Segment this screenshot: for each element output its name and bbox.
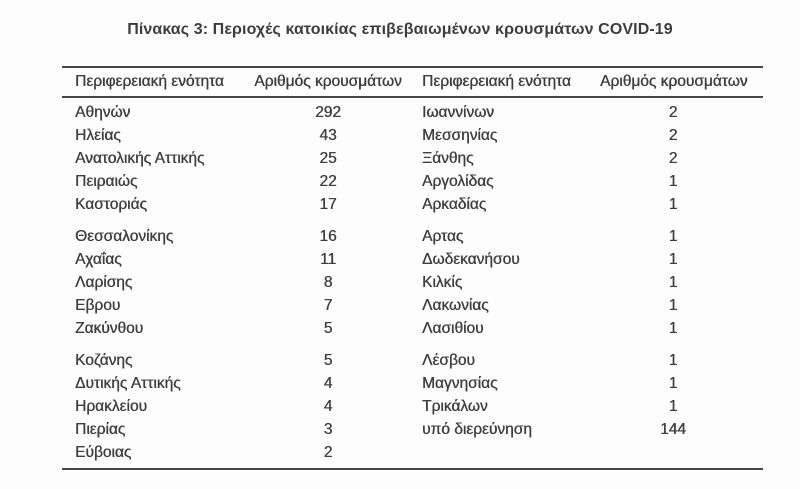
table-row bbox=[62, 294, 763, 317]
region-name-cell: Θεσσαλονίκης bbox=[75, 227, 174, 245]
case-count-cell: 2 bbox=[668, 126, 678, 144]
region-name-cell: Αθηνών bbox=[75, 103, 131, 121]
case-count-cell: 7 bbox=[323, 296, 333, 314]
table-row bbox=[62, 349, 763, 372]
region-name-cell: Δυτικής Αττικής bbox=[75, 374, 181, 392]
region-name-cell: Κοζάνης bbox=[75, 351, 133, 369]
region-name-cell: Λέσβου bbox=[422, 351, 475, 369]
region-name-cell: Πιερίας bbox=[75, 420, 126, 438]
table-row bbox=[62, 441, 763, 464]
region-name-cell: Εύβοιας bbox=[75, 443, 132, 461]
region-name-cell: Καστοριάς bbox=[75, 195, 147, 213]
table-row bbox=[62, 372, 763, 395]
region-name-cell: Κιλκίς bbox=[422, 273, 463, 291]
region-name-cell: Λασιθίου bbox=[422, 319, 484, 337]
case-count-cell: 5 bbox=[323, 319, 333, 337]
case-count-cell: 8 bbox=[323, 273, 333, 291]
case-count-cell: 1 bbox=[668, 319, 678, 337]
region-name-cell: Ηλείας bbox=[75, 126, 121, 144]
case-count-cell: 3 bbox=[323, 420, 333, 438]
table-header-row bbox=[62, 68, 763, 98]
case-count-cell: 292 bbox=[315, 103, 341, 121]
region-name-cell: Τρικάλων bbox=[422, 397, 488, 415]
case-count-cell: 5 bbox=[323, 351, 333, 369]
case-count-cell: 11 bbox=[319, 250, 337, 268]
region-name-cell: Ανατολικής Αττικής bbox=[75, 149, 205, 167]
case-count-cell: 4 bbox=[323, 374, 333, 392]
region-name-cell: Αρκαδίας bbox=[422, 195, 487, 213]
region-name-cell: Ηρακλείου bbox=[75, 397, 147, 415]
case-count-cell: 1 bbox=[668, 397, 678, 415]
case-count-cell: 43 bbox=[319, 126, 337, 144]
case-count-cell: 1 bbox=[668, 296, 678, 314]
region-name-cell: Ιωαννίνων bbox=[422, 103, 494, 121]
column-header-cases-left: Αριθμός κρουσμάτων bbox=[254, 73, 402, 90]
region-name-cell: Πειραιώς bbox=[75, 172, 138, 190]
region-name-cell: Μαγνησίας bbox=[422, 374, 498, 392]
case-count-cell: 1 bbox=[668, 172, 678, 190]
table-row bbox=[62, 101, 763, 124]
column-header-region-left: Περιφερειακή ενότητα bbox=[75, 73, 224, 90]
table-row bbox=[62, 248, 763, 271]
region-name-cell: υπό διερεύνηση bbox=[422, 420, 532, 438]
case-count-cell: 1 bbox=[668, 273, 678, 291]
case-count-cell: 1 bbox=[668, 374, 678, 392]
case-count-cell: 25 bbox=[319, 149, 337, 167]
case-count-cell: 2 bbox=[668, 149, 678, 167]
case-count-cell: 22 bbox=[319, 172, 337, 190]
table-title: Πίνακας 3: Περιοχές κατοικίας επιβεβαιωμένων κρουσμάτων COVID-19 bbox=[127, 21, 673, 38]
region-name-cell: Μεσσηνίας bbox=[422, 126, 498, 144]
table-row bbox=[62, 147, 763, 170]
region-name-cell: Αχαΐας bbox=[75, 250, 122, 268]
table-row bbox=[62, 193, 763, 216]
region-name-cell: Δωδεκανήσου bbox=[422, 250, 520, 268]
case-count-cell: 16 bbox=[319, 227, 337, 245]
table-row bbox=[62, 170, 763, 193]
table-row bbox=[62, 124, 763, 147]
region-name-cell: Αρτας bbox=[422, 227, 464, 245]
region-name-cell: Ξάνθης bbox=[422, 149, 474, 167]
table-row bbox=[62, 395, 763, 418]
case-count-cell: 1 bbox=[668, 227, 678, 245]
table-row bbox=[62, 317, 763, 340]
case-count-cell: 1 bbox=[668, 250, 678, 268]
column-header-region-right: Περιφερειακή ενότητα bbox=[422, 73, 571, 90]
region-name-cell: Λακωνίας bbox=[422, 296, 489, 314]
table-row bbox=[62, 271, 763, 294]
case-count-cell: 17 bbox=[319, 195, 337, 213]
case-count-cell: 2 bbox=[323, 443, 333, 461]
case-count-cell: 1 bbox=[668, 195, 678, 213]
region-name-cell: Εβρου bbox=[75, 296, 121, 314]
table-row bbox=[62, 225, 763, 248]
case-count-cell: 1 bbox=[668, 351, 678, 369]
region-name-cell: Ζακύνθου bbox=[75, 319, 144, 337]
column-header-cases-right: Αριθμός κρουσμάτων bbox=[600, 73, 748, 90]
table-row bbox=[62, 418, 763, 441]
region-name-cell: Λαρίσης bbox=[75, 273, 133, 291]
case-count-cell: 4 bbox=[323, 397, 333, 415]
case-count-cell: 144 bbox=[660, 420, 686, 438]
covid-regions-table bbox=[62, 66, 763, 470]
table-body bbox=[62, 98, 763, 468]
region-name-cell: Αργολίδας bbox=[422, 172, 494, 190]
case-count-cell: 2 bbox=[668, 103, 678, 121]
